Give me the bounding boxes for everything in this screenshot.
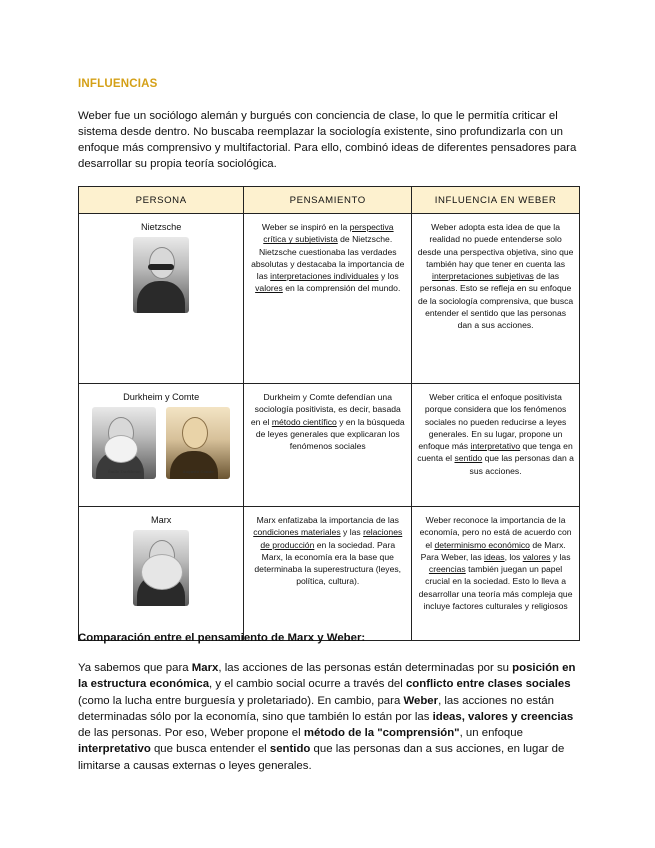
bold-term: posición en la estructura económica [78,662,576,691]
text-segment: , las acciones de las personas están determinadas por su [218,662,513,674]
underlined-term: creencias [428,564,466,575]
intro-paragraph: Weber fue un sociólogo alemán y burgués con conciencia de clase, lo que le permitía criticar el sistema desde dentro. No buscaba reemplazar la sociología existente, sino profundizarla con un enfoque más comprensivo y multifactorial. Para ello, combinó ideas de diferentes pensadores para desarrollar su propia teoría sociológica. [78,110,577,170]
text-segment: (como la lucha entre burguesía y proletariado). En cambio, para [78,694,404,707]
text-segment: de las personas. Esto se refleja en su enfoque de la sociología comprensiva, que busca entender el sentido que las personas dan a sus acciones. [417,271,574,331]
table-header-row [79,187,580,214]
underlined-term: determinismo económico [434,539,530,550]
text-segment: Weber critica el enfoque positivista porque considera que los fenómenos sociales no pueden reducirse a leyes generales. En su lugar, propone un enfoque más [418,392,567,452]
pensamiento-cell [244,384,412,507]
text-segment: que tenga en cuenta el [417,441,573,464]
underlined-term: método científico [271,416,337,427]
portrait-caption: Émile Durkheim [107,469,141,474]
comparison-paragraph [78,660,586,774]
text-segment: de las personas. Por eso, Weber propone el [78,727,304,740]
text-segment: Weber adopta esta idea de que la realidad no puede entenderse solo desde una perspectiva objetiva, sino que también hay que tener en cuenta las [417,222,574,269]
text-segment: que las personas dan a sus acciones, en lugar de limitarse a causas externas o leyes generales. [78,743,565,772]
underlined-term: condiciones materiales [253,527,341,538]
underlined-term: interpretativo [470,441,521,452]
underlined-term: perspectiva crítica y subjetivista [263,222,394,245]
influencia-cell [412,214,580,384]
text-segment: que las personas dan a sus acciones. [469,453,574,476]
durkheim-portrait [92,407,156,479]
text-segment: y las [550,551,571,562]
text-segment: Weber se inspiró en la [261,222,350,232]
persona-name: Marx [150,515,172,525]
influencia-cell [412,384,580,507]
underlined-term: ideas [484,551,505,562]
text-segment: y las [340,527,364,538]
underlined-term: interpretaciones individuales [270,271,379,282]
text-segment: Marx enfatizaba la importancia de las [256,515,399,525]
text-segment: que busca entender el [150,743,270,756]
portrait-caption: Auguste Comte [182,469,214,474]
comte-portrait [166,407,230,479]
influencia-cell [412,507,580,641]
text-segment: y los [378,271,399,282]
section-heading: INFLUENCIAS [78,78,158,90]
text-segment: de Nietzsche. Nietzsche cuestionaba las verdades absolutas y destacaba la importancia de las [251,234,405,282]
underlined-term: relaciones de producción [260,527,403,550]
nietzsche-portrait [133,237,189,313]
pensamiento-cell [244,507,412,641]
text-segment: de Marx. Para Weber, las [420,539,566,562]
bold-term: conflicto entre clases sociales [405,678,571,691]
underlined-term: interpretaciones subjetivas [432,271,534,282]
text-segment: en la comprensión del mundo. [282,283,401,294]
persona-cell [79,384,244,507]
persona-name: Durkheim y Comte [123,392,200,402]
table-row [79,507,580,641]
text-segment: , las acciones no están determinadas sólo por la economía, sino que también lo están por las [78,694,554,723]
text-segment: , y el cambio social ocurre a través del [209,678,406,691]
header-persona: PERSONA [79,187,244,214]
bold-term: Marx [191,662,219,674]
pensamiento-cell [244,214,412,384]
text-segment: , los [504,551,523,562]
marx-portrait [133,530,189,606]
persona-name: Nietzsche [140,222,182,232]
text-segment: Weber reconoce la importancia de la economía, pero no está de acuerdo con el [419,515,572,550]
text-segment: en la sociedad. Para Marx, la economía era la base que determinaba la superestructura (leyes, política, cultura). [254,539,402,587]
bold-term: ideas, valores y creencias [432,710,574,723]
underlined-term: sentido [454,453,483,464]
table-row [79,384,580,507]
bold-term: sentido [269,743,311,756]
text-segment: y en la búsqueda de leyes generales que explicaran los fenómenos sociales [255,416,405,452]
comparison-heading: Comparación entre el pensamiento de Marx y Weber: [78,632,366,644]
influences-table [78,186,580,641]
text-segment: Durkheim y Comte defendían una sociología positivista, es decir, basada en el [250,392,401,427]
header-pensamiento: PENSAMIENTO [244,187,412,214]
persona-cell [79,214,244,384]
persona-cell [79,507,244,641]
table-row [79,214,580,384]
bold-term: interpretativo [78,743,151,756]
underlined-term: valores [522,551,551,562]
text-segment: , un enfoque [459,727,523,740]
text-segment: también juegan un papel crucial en la sociedad. Esto lo lleva a desarrollar una teoría más compleja que incluye factores culturales y religiosos [418,564,573,612]
bold-term: método de la "comprensión" [303,727,460,740]
header-influencia: INFLUENCIA EN WEBER [412,187,580,214]
text-segment: Ya sabemos que para [78,662,192,674]
bold-term: Weber [403,694,439,707]
underlined-term: valores [255,283,283,294]
